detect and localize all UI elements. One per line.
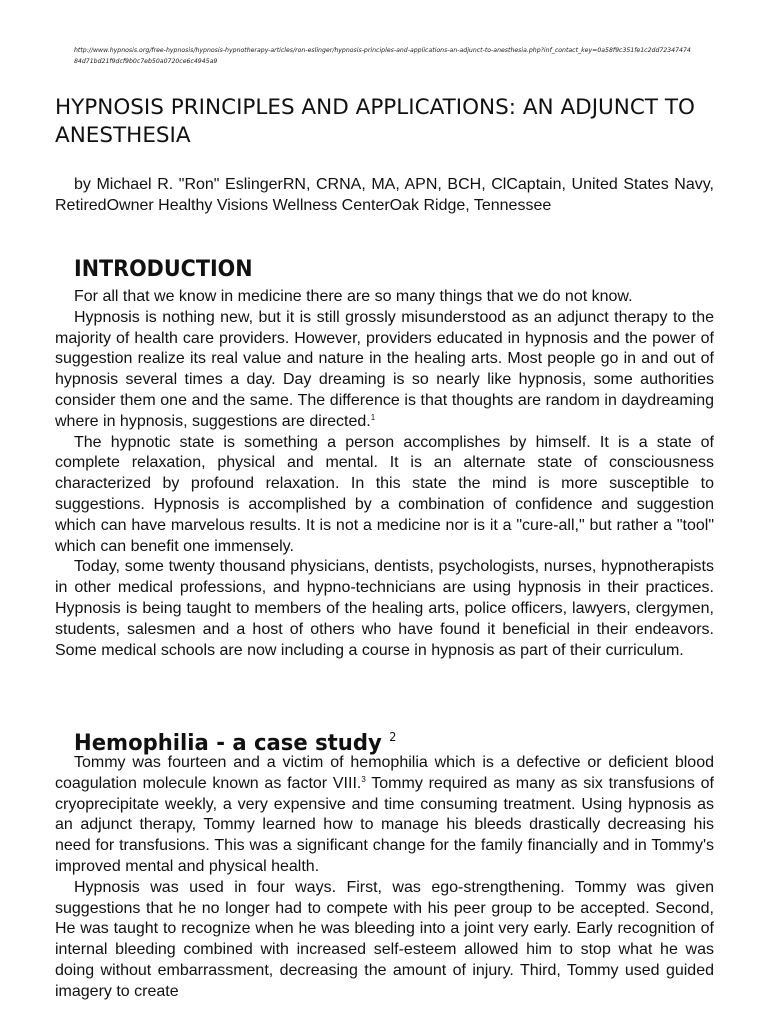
case-paragraph-1 [55,753,714,878]
author-byline: by Michael R. "Ron" EslingerRN, CRNA, MA, APN, BCH, ClCaptain, United States Navy, RetiredOwner Healthy Visions Wellness CenterOak Ridge, Tennessee [55,176,714,214]
case-paragraph-1-text-b: Tommy required as many as six transfusions of cryoprecipitate weekly, a very expensive and time consuming treatment. Using hypnosis as an adjunct therapy, Tommy learned how to manage his bleeds drastically decreasing his need for transfusions. This was a significant change for the family financially and in Tommy's improved mental and physical health. [55,774,715,875]
case-paragraph-1-text-a: Tommy was fourteen and a victim of hemophilia which is a defective or deficient blood coagulation molecule known as factor VIII. [55,754,714,792]
footnote-marker: 3 [361,774,366,784]
case-study-heading-text: Hemophilia - a case study [74,730,382,756]
intro-paragraph-2-text: Hypnosis is nothing new, but it is still grossly misunderstood as an adjunct therapy to the majority of health care providers. However, providers educated in hypnosis and the power of suggestion realize its real value and nature in the healing arts. Most people go in and out of hypnosis several times a day. Day dreaming is so nearly like hypnosis, some authorities consider them one and the same. The difference is that thoughts are random in daydreaming where in hypnosis, suggestions are directed. [55,308,714,430]
intro-paragraph-4: Today, some twenty thousand physicians, dentists, psychologists, nurses, hypnotherapists in other medical professions, and hypno-technicians are using hypnosis in their practices. Hypnosis is being taught to members of the healing arts, police officers, lawyers, clergymen, students, salesmen and a host of others who have found it beneficial in their endeavors. Some medical schools are now including a course in hypnosis as part of their curriculum. [55,558,714,659]
introduction-section [55,287,714,661]
case-study-section [55,753,714,1003]
intro-paragraph-1: For all that we know in medicine there are so many things that we do not know. [74,288,633,305]
footnote-marker: 2 [389,730,397,744]
source-url: http://www.hypnosis.org/free-hypnosis/hypnosis-hypnotherapy-articles/ron-eslinger/hypnosis-principles-and-applications-an-adjunct-to-anesthesia.php?inf_contact_key=0a58f9c351fe1c2dd7234747484d71bd21f9dcf9b0c7eb50a0720ce6c4945a9 [74,47,691,65]
footnote-marker: 1 [370,412,376,422]
article-title: HYPNOSIS PRINCIPLES AND APPLICATIONS: AN ADJUNCT TO ANESTHESIA [55,95,695,148]
case-paragraph-2: Hypnosis was used in four ways. First, was ego-strengthening. Tommy was given suggestions that he no longer had to compete with his peer group to be accepted. Second, He was taught to recognize when he was bleeding into a joint very early. Early recognition of internal bleeding combined with increased self-esteem allowed him to stop what he was doing without embarrassment, decreasing the amount of injury. Third, Tommy used guided imagery to create [55,878,714,1000]
intro-paragraph-3: The hypnotic state is something a person accomplishes by himself. It is a state of complete relaxation, physical and mental. It is an alternate state of consciousness characterized by profound relaxation. In this state the mind is more susceptible to suggestions. Hypnosis is accomplished by a combination of confidence and suggestion which can have marvelous results. It is not a medicine nor is it a "cure-all," but rather a "tool" which can benefit one immensely. [55,433,714,555]
intro-paragraph-2 [55,308,714,433]
introduction-heading: INTRODUCTION [74,256,253,282]
